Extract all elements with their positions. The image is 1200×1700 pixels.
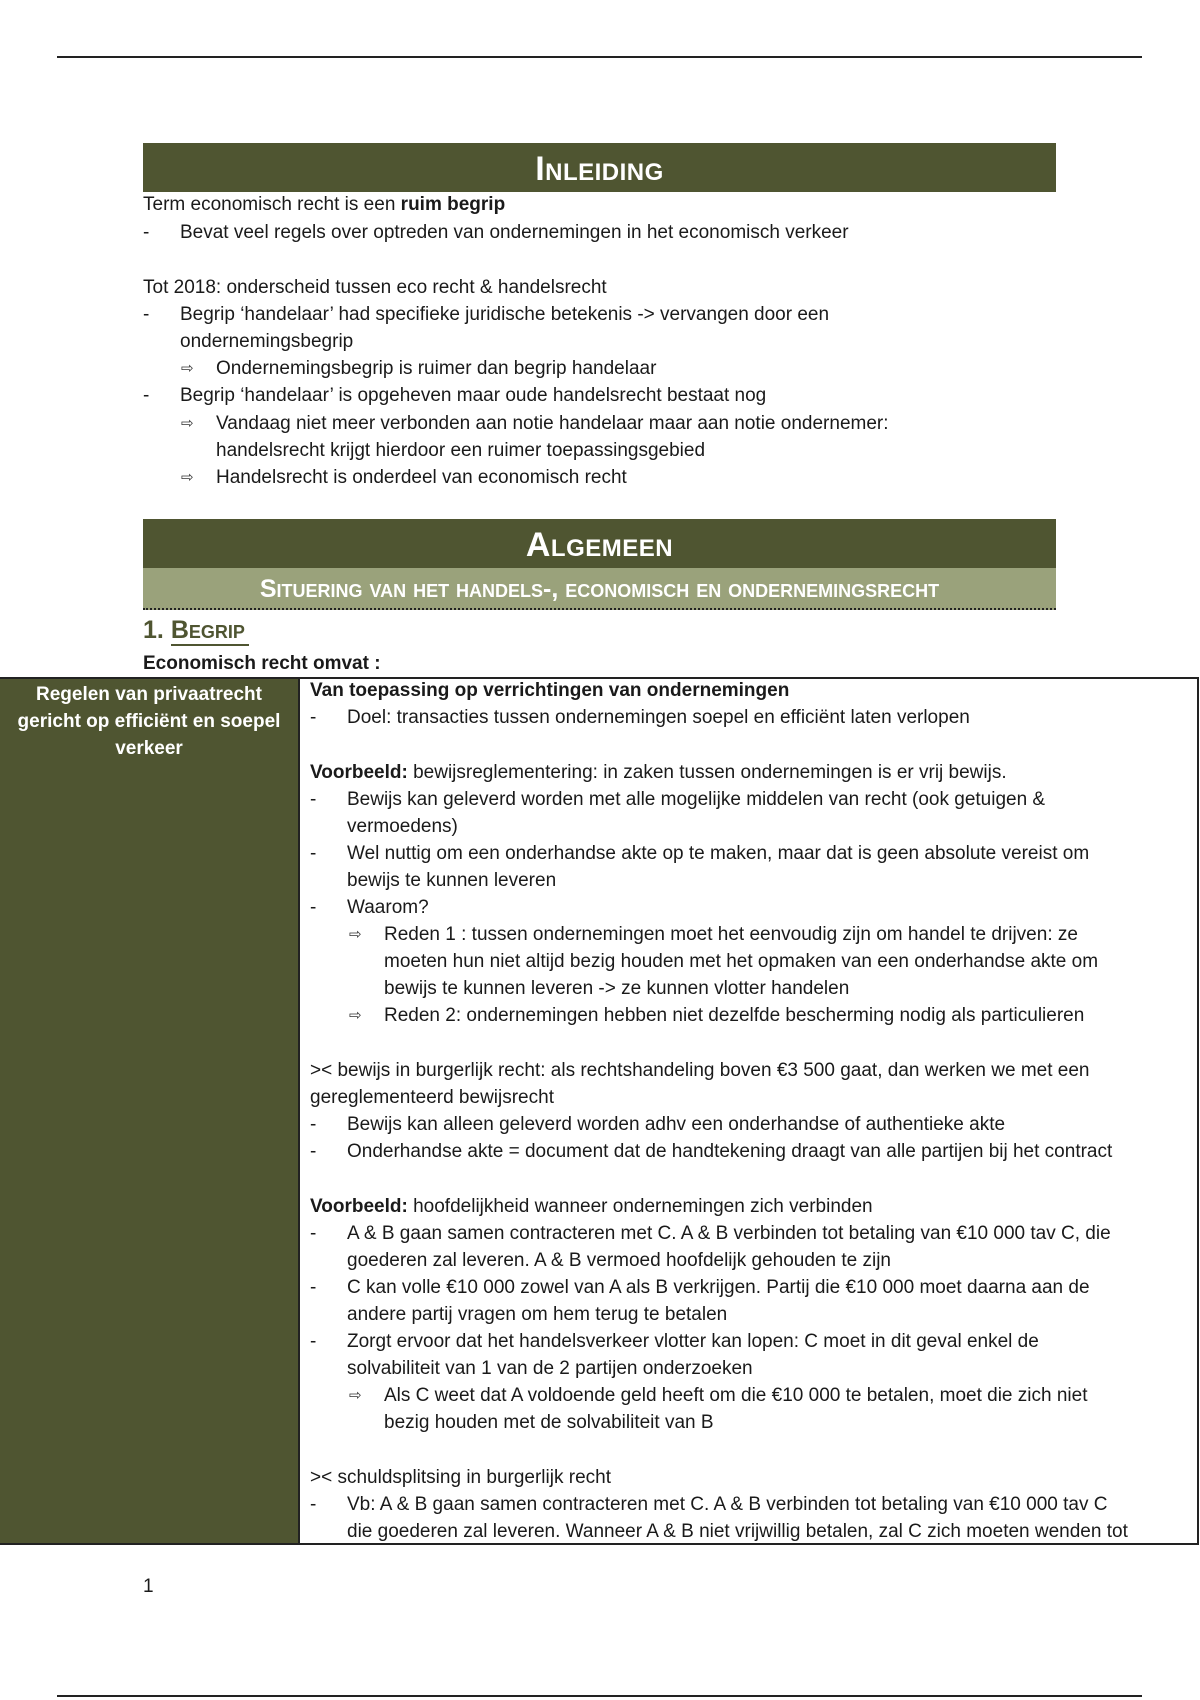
arrow-right-outline-icon: ⇨	[349, 926, 362, 943]
example-2-intro: Voorbeeld: hoofdelijkheid wanneer ondernemingen zich verbinden	[310, 1196, 873, 1217]
right-bullet-doel: Doel: transacties tussen ondernemingen soepel en efficiënt laten verlopen	[347, 707, 970, 728]
ex1-arrow-1b: moeten hun niet altijd bezig houden met het opmaken van een onderhandse akte om	[384, 951, 1099, 972]
ex2-bullet-3b: solvabiliteit van 1 van de 2 partijen onderzoeken	[347, 1358, 753, 1379]
compare-2: >< schuldsplitsing in burgerlijk recht	[310, 1467, 611, 1488]
bullet-dash: -	[143, 304, 150, 325]
left-label-line: gericht op efficiënt en soepel	[17, 711, 281, 732]
ex2-bullet-1b: goederen zal leveren. A & B vermoed hoofdelijk gehouden te zijn	[347, 1250, 891, 1271]
intro-line-2: Tot 2018: onderscheid tussen eco recht & handelsrecht	[143, 277, 607, 298]
compare-1-bullet-1: Bewijs kan alleen geleverd worden adhv een onderhandse of authentieke akte	[347, 1114, 1006, 1135]
ex2-arrow-1b: bezig houden met de solvabiliteit van B	[384, 1412, 714, 1433]
bullet-dash: -	[310, 1494, 317, 1515]
intro-bullet-2b: ondernemingsbegrip	[180, 331, 354, 352]
footer-rule	[57, 1695, 1142, 1697]
ex1-arrow-1a: Reden 1 : tussen ondernemingen moet het eenvoudig zijn om handel te drijven: ze	[384, 924, 1078, 945]
section-title: Begrip	[171, 616, 249, 646]
ex1-bullet-3: Waarom?	[347, 897, 429, 918]
bullet-dash: -	[143, 385, 150, 406]
ex2-bullet-2a: C kan volle €10 000 zowel van A als B verkrijgen. Partij die €10 000 moet daarna aan de	[347, 1277, 1090, 1298]
table-left-cell	[0, 679, 300, 1543]
compare-1b: gereglementeerd bewijsrecht	[310, 1087, 554, 1108]
ex2-arrow-1a: Als C weet dat A voldoende geld heeft om die €10 000 te betalen, moet die zich niet	[384, 1385, 1088, 1406]
subheading-situering: Situering van het handels-, economisch en ondernemingsrecht	[143, 568, 1056, 610]
intro-arrow-2b: handelsrecht krijgt hierdoor een ruimer toepassingsgebied	[216, 440, 706, 461]
bullet-dash: -	[310, 1223, 317, 1244]
page-number: 1	[143, 1576, 154, 1597]
ex1-arrow-2: Reden 2: ondernemingen hebben niet dezelfde bescherming nodig als particulieren	[384, 1005, 1085, 1026]
ex1-arrow-1c: bewijs te kunnen leveren -> ze kunnen vlotter handelen	[384, 978, 850, 999]
bullet-dash: -	[310, 1114, 317, 1135]
example-1-intro: Voorbeeld: bewijsreglementering: in zaken tussen ondernemingen is er vrij bewijs.	[310, 762, 1007, 783]
intro-bullet-3: Begrip ‘handelaar’ is opgeheven maar oude handelsrecht bestaat nog	[180, 385, 767, 406]
bullet-dash: -	[310, 897, 317, 918]
ex2-bullet-2b: andere partij vragen om hem terug te betalen	[347, 1304, 728, 1325]
intro-bullet-2a: Begrip ‘handelaar’ had specifieke juridische betekenis -> vervangen door een	[180, 304, 830, 325]
right-cell-title: Van toepassing op verrichtingen van ondernemingen	[310, 680, 790, 701]
ex1-bullet-2b: bewijs te kunnen leveren	[347, 870, 557, 891]
left-cell-label	[0, 681, 298, 762]
ex1-bullet-1a: Bewijs kan geleverd worden met alle mogelijke middelen van recht (ook getuigen &	[347, 789, 1046, 810]
arrow-right-outline-icon: ⇨	[181, 415, 194, 432]
bullet-dash: -	[310, 843, 317, 864]
bullet-dash: -	[310, 707, 317, 728]
ex1-bullet-1b: vermoedens)	[347, 816, 458, 837]
compare-1-bullet-2: Onderhandse akte = document dat de handtekening draagt van alle partijen bij het contract	[347, 1141, 1113, 1162]
bullet-dash: -	[310, 789, 317, 810]
section-number: 1.	[143, 616, 164, 644]
arrow-right-outline-icon: ⇨	[349, 1387, 362, 1404]
arrow-right-outline-icon: ⇨	[181, 469, 194, 486]
intro-arrow-3: Handelsrecht is onderdeel van economisch recht	[216, 467, 627, 488]
compare-2-bullet-1a: Vb: A & B gaan samen contracteren met C. A & B verbinden tot betaling van €10 000 tav C	[347, 1494, 1108, 1515]
omvat-label: Economisch recht omvat :	[143, 653, 381, 674]
bullet-dash: -	[310, 1277, 317, 1298]
bullet-dash: -	[143, 222, 150, 243]
compare-1a: >< bewijs in burgerlijk recht: als rechtshandeling boven €3 500 gaat, dan werken we met een	[310, 1060, 1090, 1081]
heading-algemeen: Algemeen	[143, 519, 1056, 568]
compare-2-bullet-1b: die goederen zal leveren. Wanneer A & B niet vrijwillig betalen, zal C zich moeten wenden tot	[347, 1521, 1128, 1542]
intro-bullet-1: Bevat veel regels over optreden van ondernemingen in het economisch verkeer	[180, 222, 849, 243]
left-label-line: verkeer	[115, 738, 183, 759]
ex2-bullet-1a: A & B gaan samen contracteren met C. A & B verbinden tot betaling van €10 000 tav C, die	[347, 1223, 1111, 1244]
heading-inleiding: Inleiding	[143, 143, 1056, 192]
arrow-right-outline-icon: ⇨	[349, 1007, 362, 1024]
left-label-line: Regelen van privaatrecht	[36, 684, 262, 705]
ex1-bullet-2a: Wel nuttig om een onderhandse akte op te maken, maar dat is geen absolute vereist om	[347, 843, 1090, 864]
ex2-bullet-3a: Zorgt ervoor dat het handelsverkeer vlotter kan lopen: C moet in dit geval enkel de	[347, 1331, 1039, 1352]
intro-arrow-1: Ondernemingsbegrip is ruimer dan begrip handelaar	[216, 358, 657, 379]
intro-arrow-2a: Vandaag niet meer verbonden aan notie handelaar maar aan notie ondernemer:	[216, 413, 889, 434]
bullet-dash: -	[310, 1141, 317, 1162]
section-heading-begrip	[143, 614, 249, 646]
header-rule	[57, 56, 1142, 58]
arrow-right-outline-icon: ⇨	[181, 360, 194, 377]
bullet-dash: -	[310, 1331, 317, 1352]
intro-line-1: Term economisch recht is een ruim begrip	[143, 194, 506, 215]
